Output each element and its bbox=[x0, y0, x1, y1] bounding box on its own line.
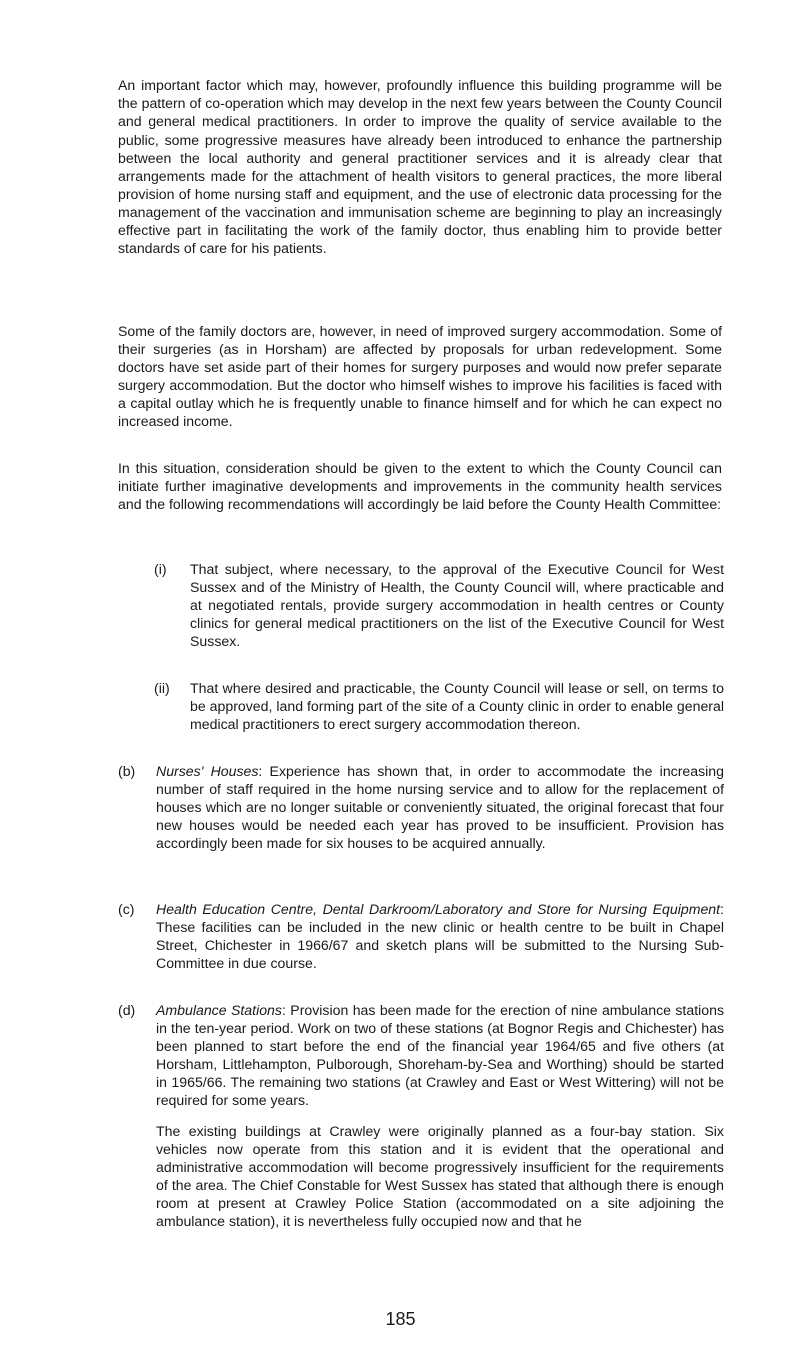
section-heading: Nurses' Houses bbox=[156, 763, 259, 780]
heading-separator: : bbox=[720, 900, 724, 917]
paragraph-recommendations-intro: In this situation, consideration should be given to the extent to which the County Council can initiate further imaginative developments and improvements in the community health services and the following recommendations will accordingly be laid before the County Health Committee: bbox=[118, 460, 722, 513]
heading-separator: : bbox=[281, 1001, 291, 1018]
paragraph-cooperation: An important factor which may, however, profoundly influence this building programme will be the pattern of co-operation which may develop in the next few years between the County Council and general medical practitioners. In order to improve the quality of service available to the public, some progressive measures have already been introduced to enhance the partnership between the local authority and general practitioner services and it is already clear that arrangements made for the attachment of health visitors to general practices, the more liberal provision of home nursing staff and equipment, and the use of electronic data processing for the management of the vaccination and immunisation scheme are beginning to play an increasingly effective part in facilitating the work of the family doctor, thus enabling him to provide better standards of care for his patients. bbox=[118, 77, 722, 256]
recommendation-label: (ii) bbox=[154, 679, 170, 696]
heading-separator: : bbox=[258, 763, 270, 780]
section-text: Provision has been made for the erection of nine ambulance stations in the ten-year period. Work on two of these stations (at Bognor Regis and Chichester) has been planned to start before the end of the financial year 1964/65 and five others (at Horsham, Littlehampton, Pulborough, Shoreham-by-Sea and Worthing) should be started in 1965/66. The remaining two stations (at Crawley and East or West Wittering) will not be required for some years. bbox=[156, 1001, 724, 1108]
section-heading: Health Education Centre, Dental Darkroom/Laboratory and Store for Nursing Equipment bbox=[156, 900, 721, 917]
section-label: (c) bbox=[118, 900, 135, 917]
recommendation-text: That where desired and practicable, the County Council will lease or sell, on terms to be approved, land forming part of the site of a County clinic in order to enable general medical practitioners to erect surgery accommodation thereon. bbox=[190, 679, 724, 733]
section-nurses-houses bbox=[118, 762, 724, 852]
section-ambulance-stations bbox=[118, 1001, 724, 1231]
paragraph-surgery-accommodation: Some of the family doctors are, however, in need of improved surgery accommodation. Some of their surgeries (as in Horsham) are affected by proposals for urban redevelopment. Some doctors have set aside part of their homes for surgery purposes and would now prefer separate surgery accommodation. But the doctor who himself wishes to improve his facilities is faced with a capital outlay which he is frequently unable to finance himself and for which he can expect no increased income. bbox=[118, 322, 722, 429]
section-text: These facilities can be included in the new clinic or health centre to be built in Chapel Street, Chichester in 1966/67 and sketch plans will be submitted to the Nursing Sub-Committee in due course. bbox=[156, 918, 724, 971]
section-health-education-centre bbox=[118, 900, 724, 972]
recommendation-text: That subject, where necessary, to the approval of the Executive Council for West Sussex and of the Ministry of Health, the County Council will, where practicable and at negotiated rentals, provide surgery accommodation in health centres or County clinics for general medical practitioners on the list of the Executive Council for West Sussex. bbox=[190, 561, 724, 650]
section-label: (b) bbox=[118, 763, 136, 780]
section-label: (d) bbox=[118, 1001, 136, 1018]
recommendation-item bbox=[154, 679, 724, 733]
section-text: Experience has shown that, in order to accommodate the increasing number of staff required in the home nursing service and to allow for the replacement of houses which are no longer suitable or conveniently situated, the original forecast that four new houses would be needed each year has proved to be insufficient. Provision has accordingly been made for six houses to be acquired annually. bbox=[156, 763, 724, 852]
recommendation-item bbox=[154, 560, 724, 650]
paragraph-crawley-station: The existing buildings at Crawley were originally planned as a four-bay station. Six vehicles now operate from this station and it is evident that the operational and administrative accommodation will become progressively insufficient for the requirements of the area. The Chief Constable for West Sussex has stated that although there is enough room at present at Crawley Police Station (accommodated on a site adjoining the ambulance station), it is nevertheless fully occupied now and that he bbox=[156, 1122, 724, 1230]
recommendation-label: (i) bbox=[154, 561, 167, 578]
section-heading: Ambulance Stations bbox=[156, 1001, 282, 1018]
page-number: 185 bbox=[385, 1309, 416, 1329]
